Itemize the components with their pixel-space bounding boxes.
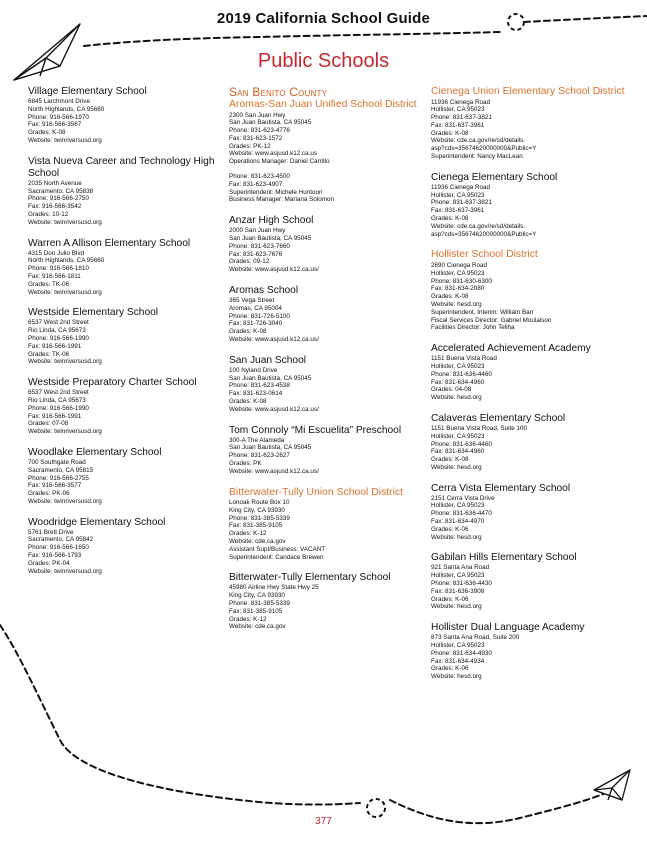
detail-line: asp?cds=35674620000000&Public=Y: [431, 230, 537, 238]
school-entry: [28, 156, 228, 227]
detail-line: Fax: 916-566-1793: [28, 552, 82, 560]
detail-line: San Juan Bautista, CA 95045: [229, 374, 312, 382]
detail-line: Assistant Supt/Business: VACANT: [229, 545, 326, 553]
detail-line: Hollister, CA 95023: [431, 106, 485, 114]
detail-line: San Juan Bautista, CA 95045: [229, 119, 312, 127]
detail-line: Fax: 831-637-3961: [431, 121, 485, 129]
contact-details: [28, 389, 228, 436]
detail-line: Superintendent: Michele Huntoon: [229, 188, 323, 196]
detail-line: 6537 West 2nd Street: [28, 319, 89, 327]
detail-line: North Highlands, CA 95660: [28, 257, 105, 265]
detail-line: Hollister, CA 95023: [431, 191, 485, 199]
detail-line: Grades: K-08: [28, 129, 66, 137]
detail-line: Fax: 831-634-4960: [431, 378, 485, 386]
detail-line: Fax: 916-566-1991: [28, 412, 82, 420]
detail-line: Website: www.asjusd.k12.ca.us/: [229, 266, 319, 274]
detail-line: Phone: 916-566-2750: [28, 195, 89, 203]
detail-line: Phone: 831-385-5339: [229, 514, 290, 522]
detail-line: Website: www.asjusd.k12.ca.us: [229, 150, 318, 158]
detail-line: Grades: K-08: [431, 215, 469, 223]
detail-line: Hollister, CA 95023: [431, 362, 485, 370]
detail-line: Fax: 831-623-7676: [229, 250, 283, 258]
detail-line: King City, CA 93930: [229, 592, 285, 600]
detail-line: Grades: PK-04: [28, 559, 70, 567]
contact-details: [28, 98, 228, 145]
school-entry: [229, 355, 429, 414]
page-number: 377: [315, 816, 332, 827]
detail-line: 365 Vega Street: [229, 297, 275, 305]
detail-line: North Highlands, CA 95660: [28, 105, 105, 113]
detail-line: Phone: 831-637-3821: [431, 199, 492, 207]
contact-details: [431, 564, 631, 611]
detail-line: Website: hesd.org: [431, 300, 482, 308]
contact-details: [229, 297, 429, 344]
detail-line: asp?cds=35674620000000&Public=Y: [431, 145, 537, 153]
detail-line: Grades: PK-06: [28, 490, 70, 498]
detail-line: Grades: TK-06: [28, 280, 70, 288]
detail-line: Phone: 916-566-1810: [28, 265, 89, 273]
school-name: Tom Connoly “Mi Escuelita” Preschool: [229, 424, 402, 436]
detail-line: Grades: K-06: [431, 595, 469, 603]
school-name: Woodridge Elementary School: [28, 516, 166, 528]
loop-bottom: [367, 799, 385, 817]
detail-line: Fax: 831-634-4934: [431, 657, 485, 665]
detail-line: 2151 Cerra Vista Drive: [431, 494, 495, 502]
detail-line: Fax: 916-566-1991: [28, 342, 82, 350]
district-entry: [431, 86, 631, 161]
detail-line: Grades: 07-08: [28, 420, 69, 428]
detail-line: Facilities Director: John Teliha: [431, 324, 515, 332]
detail-line: Business Manager: Mariana Solomon: [229, 196, 335, 204]
contact-details: [431, 262, 631, 332]
detail-line: 100 Nyland Drive: [229, 366, 278, 374]
detail-line: Sacramento, CA 95838: [28, 187, 94, 195]
school-entry: [431, 483, 631, 542]
district-name: Bitterwater-Tully Union School District: [229, 486, 403, 498]
school-name: Westside Preparatory Charter School: [28, 377, 197, 389]
detail-line: Phone: 916-566-2755: [28, 474, 89, 482]
detail-line: 6845 Larchmont Drive: [28, 98, 90, 105]
detail-line: Fax: 831-726-3040: [229, 320, 283, 328]
county-heading: San Benito County: [229, 85, 328, 99]
school-entry: [229, 572, 429, 631]
detail-line: Fiscal Services Director: Gabriel Moulaison: [431, 316, 552, 324]
school-entry: [431, 343, 631, 402]
school-name: Gabilan Hills Elementary School: [431, 552, 577, 564]
detail-line: Phone: 831-636-4460: [431, 370, 492, 378]
school-name: Bitterwater-Tully Elementary School: [229, 572, 391, 584]
detail-line: 2000 San Juan Hwy: [229, 227, 286, 235]
detail-line: Phone: 831-634-4930: [431, 649, 492, 657]
school-entry: [28, 377, 228, 436]
school-name: Westside Elementary School: [28, 307, 159, 319]
detail-line: Website: hesd.org: [431, 394, 482, 402]
detail-line: Phone: 831-726-5100: [229, 312, 290, 320]
detail-line: Website: twinriversusd.org: [28, 288, 102, 296]
detail-line: 2035 North Avenue: [28, 179, 82, 187]
detail-line: Hollister, CA 95023: [431, 269, 485, 277]
detail-line: Fax: 831-623-0614: [229, 390, 283, 398]
detail-line: Fax: 831-634-2080: [431, 285, 485, 293]
detail-line: Superintendent: Candace Brewen: [229, 553, 324, 561]
detail-line: San Juan Bautista, CA 95045: [229, 444, 312, 452]
detail-line: 11936 Cienega Road: [431, 98, 491, 106]
school-entry: [431, 413, 631, 472]
detail-line: Sacramento, CA 95815: [28, 466, 94, 474]
school-name: Hollister Dual Language Academy: [431, 622, 585, 634]
detail-line: Website: cde.ca.gov/re/sd/details.: [431, 222, 526, 230]
contact-details: [229, 499, 429, 561]
contact-details: [431, 355, 631, 402]
school-entry: [28, 238, 228, 297]
detail-line: Lonoak Route Box 10: [229, 499, 290, 507]
detail-line: Hollister, CA 95023: [431, 572, 485, 580]
detail-line: 5761 Brett Drive: [28, 528, 74, 536]
detail-line: Phone: 916-566-1990: [28, 404, 89, 412]
contact-details: [28, 250, 228, 297]
contact-details: [229, 584, 429, 631]
column-1: [28, 86, 228, 586]
school-entry: [28, 447, 228, 506]
detail-line: Phone: 916-566-1990: [28, 334, 89, 342]
school-name: Woodlake Elementary School: [28, 446, 162, 458]
school-entry: [28, 517, 228, 576]
detail-line: Phone: 831-623-7660: [229, 242, 290, 250]
detail-line: Website: www.asjusd.k12.ca.us/: [229, 467, 319, 475]
school-name: Vista Nueva Career and Technology High School: [28, 155, 215, 179]
school-name: Village Elementary School: [28, 86, 147, 97]
detail-line: Website: www.asjusd.k12.ca.us/: [229, 336, 319, 344]
contact-details: [28, 459, 228, 506]
detail-line: Grades: K-08: [431, 293, 469, 301]
detail-line: Sacramento, CA 95842: [28, 536, 94, 544]
detail-line: 6537 West 2nd Street: [28, 389, 89, 397]
detail-line: Website: hesd.org: [431, 463, 482, 471]
detail-line: 1151 Buena Vista Road: [431, 355, 497, 363]
detail-line: Grades: K-08: [431, 456, 469, 464]
detail-line: Fax: 831-623-1572: [229, 134, 283, 142]
detail-line: Website: twinriversusd.org: [28, 567, 102, 575]
detail-line: Grades: K-08: [229, 398, 267, 406]
contact-details: [431, 495, 631, 542]
school-entry: [431, 552, 631, 611]
detail-line: Website: cde.ca.gov: [229, 623, 286, 631]
detail-line: Phone: 831-636-4430: [431, 580, 492, 588]
contact-details: [431, 99, 631, 161]
detail-line: Website: twinriversusd.org: [28, 497, 102, 505]
district-name: Hollister School District: [431, 249, 538, 261]
detail-line: 921 Santa Ana Road: [431, 564, 490, 572]
detail-line: Website: twinriversusd.org: [28, 428, 102, 436]
detail-line: Website: twinriversusd.org: [28, 358, 102, 366]
detail-line: Phone: 831-623-2627: [229, 452, 290, 460]
detail-line: Fax: 831-636-3908: [431, 587, 485, 595]
school-name: Cerra Vista Elementary School: [431, 482, 571, 494]
school-name: Anzar High School: [229, 215, 314, 227]
detail-line: Phone: 831-636-4470: [431, 510, 492, 518]
detail-line: 2690 Cienega Road: [431, 261, 488, 269]
detail-line: Website: hesd.org: [431, 533, 482, 541]
detail-line: Phone: 831-630-6300: [431, 277, 492, 285]
district-name: Cienega Union Elementary School District: [431, 86, 625, 97]
detail-line: Website: hesd.org: [431, 603, 482, 611]
contact-details: [229, 367, 429, 414]
detail-line: Website: twinriversusd.org: [28, 136, 102, 144]
contact-details: [229, 112, 429, 205]
section-title: Public Schools: [257, 50, 390, 72]
detail-line: Phone: 831-623-4538: [229, 382, 290, 390]
column-3: [431, 86, 631, 692]
detail-line: Grades: K-12: [229, 615, 267, 623]
detail-line: Website: twinriversusd.org: [28, 218, 102, 226]
contact-details: [431, 634, 631, 681]
contact-details: [28, 529, 228, 576]
detail-line: Superintendent, Interim: William Barr: [431, 308, 534, 316]
detail-line: San Juan Bautista, CA 95045: [229, 235, 312, 243]
contact-details: [28, 319, 228, 366]
school-entry: [28, 86, 228, 145]
detail-line: Grades: 04-08: [431, 386, 472, 394]
detail-line: Fax: 831-623-4907: [229, 180, 283, 188]
detail-line: Grades: K-06: [431, 525, 469, 533]
detail-line: Website: cde.ca.gov/re/sd/details.: [431, 137, 526, 145]
detail-line: Grades: PK-12: [229, 142, 271, 150]
contact-details: [229, 227, 429, 274]
detail-line: Grades: 09-12: [229, 258, 270, 266]
detail-line: Superintendent: Nancy MacLean: [431, 153, 523, 161]
district-entry: [229, 99, 429, 204]
school-name: Calaveras Elementary School: [431, 412, 566, 424]
detail-line: Hollister, CA 95023: [431, 502, 485, 510]
detail-line: Phone: 831-385-5339: [229, 600, 290, 608]
detail-line: Fax: 916-566-3577: [28, 482, 82, 490]
detail-line: Hollister, CA 95023: [431, 432, 485, 440]
school-name: Accelerated Achievement Academy: [431, 343, 591, 355]
school-name: San Juan School: [229, 354, 307, 366]
school-entry: [431, 622, 631, 681]
district-entry: [431, 249, 631, 332]
district-entry: [229, 487, 429, 562]
detail-line: Fax: 916-566-3542: [28, 203, 82, 211]
detail-line: Grades: K-08: [229, 328, 267, 336]
detail-line: Rio Linda, CA 95673: [28, 396, 86, 404]
detail-line: Grades: TK-06: [28, 350, 70, 358]
contact-details: [431, 425, 631, 472]
detail-line: 2300 San Juan Hwy: [229, 111, 286, 119]
detail-line: Phone: 916-566-1970: [28, 113, 89, 121]
detail-line: Grades: K-08: [431, 129, 469, 137]
detail-line: Fax: 916-566-1811: [28, 272, 81, 280]
detail-line: Grades: 10-12: [28, 210, 69, 218]
detail-line: King City, CA 93930: [229, 506, 285, 514]
detail-line: Fax: 831-634-4960: [431, 448, 485, 456]
paper-plane-small-icon: [594, 770, 630, 800]
page-header-title: 2019 California School Guide: [216, 10, 431, 27]
detail-line: Phone: 831-623-4776: [229, 127, 290, 135]
detail-line: [229, 166, 429, 173]
detail-line: 300-A The Alameda: [229, 436, 285, 444]
detail-line: 873 Santa Ana Road, Suite 200: [431, 634, 520, 642]
detail-line: 45980 Airline Hwy State Hwy 25: [229, 584, 319, 592]
school-entry: [28, 307, 228, 366]
detail-line: Fax: 831-637-3961: [431, 207, 485, 215]
detail-line: Hollister, CA 95023: [431, 642, 485, 650]
detail-line: Website: www.asjusd.k12.ca.us/: [229, 405, 319, 413]
detail-line: Grades: PK: [229, 460, 262, 467]
detail-line: 1151 Buena Vista Road, Suite 100: [431, 424, 528, 432]
detail-line: Rio Linda, CA 95673: [28, 327, 86, 335]
detail-line: Phone: 916-566-1650: [28, 544, 89, 552]
district-name: Aromas-San Juan Unified School District: [229, 99, 417, 110]
detail-line: 700 Southgate Road: [28, 458, 86, 466]
detail-line: Operations Manager: Daniel Carrillo: [229, 158, 330, 166]
school-name: Warren A Allison Elementary School: [28, 237, 191, 249]
detail-line: Fax: 916-566-3567: [28, 121, 82, 129]
detail-line: Phone: 831-636-4460: [431, 440, 492, 448]
column-2: [229, 86, 429, 642]
contact-details: [229, 437, 429, 476]
school-entry: [229, 215, 429, 274]
school-entry: [229, 425, 429, 476]
contact-details: [28, 180, 228, 227]
detail-line: Website: hesd.org: [431, 673, 482, 681]
contact-details: [431, 184, 631, 239]
school-entry: [431, 172, 631, 239]
detail-line: Fax: 831-634-4970: [431, 518, 485, 526]
school-name: Cienega Elementary School: [431, 171, 558, 183]
detail-line: 4315 Don Julio Blvd: [28, 249, 85, 257]
detail-line: Aromas, CA 95004: [229, 304, 282, 312]
school-name: Aromas School: [229, 285, 299, 297]
detail-line: Fax: 831-385-9105: [229, 607, 283, 615]
detail-line: 11936 Cienega Road: [431, 183, 491, 191]
detail-line: Phone: 831-637-3821: [431, 114, 492, 122]
detail-line: Website: cde.ca.gov: [229, 538, 286, 546]
detail-line: Fax: 831-385-9105: [229, 522, 283, 530]
detail-line: Grades: K-12: [229, 530, 267, 538]
detail-line: Grades: K-06: [431, 665, 469, 673]
school-entry: [229, 285, 429, 344]
detail-line: Phone: 831-623-4500: [229, 173, 290, 181]
